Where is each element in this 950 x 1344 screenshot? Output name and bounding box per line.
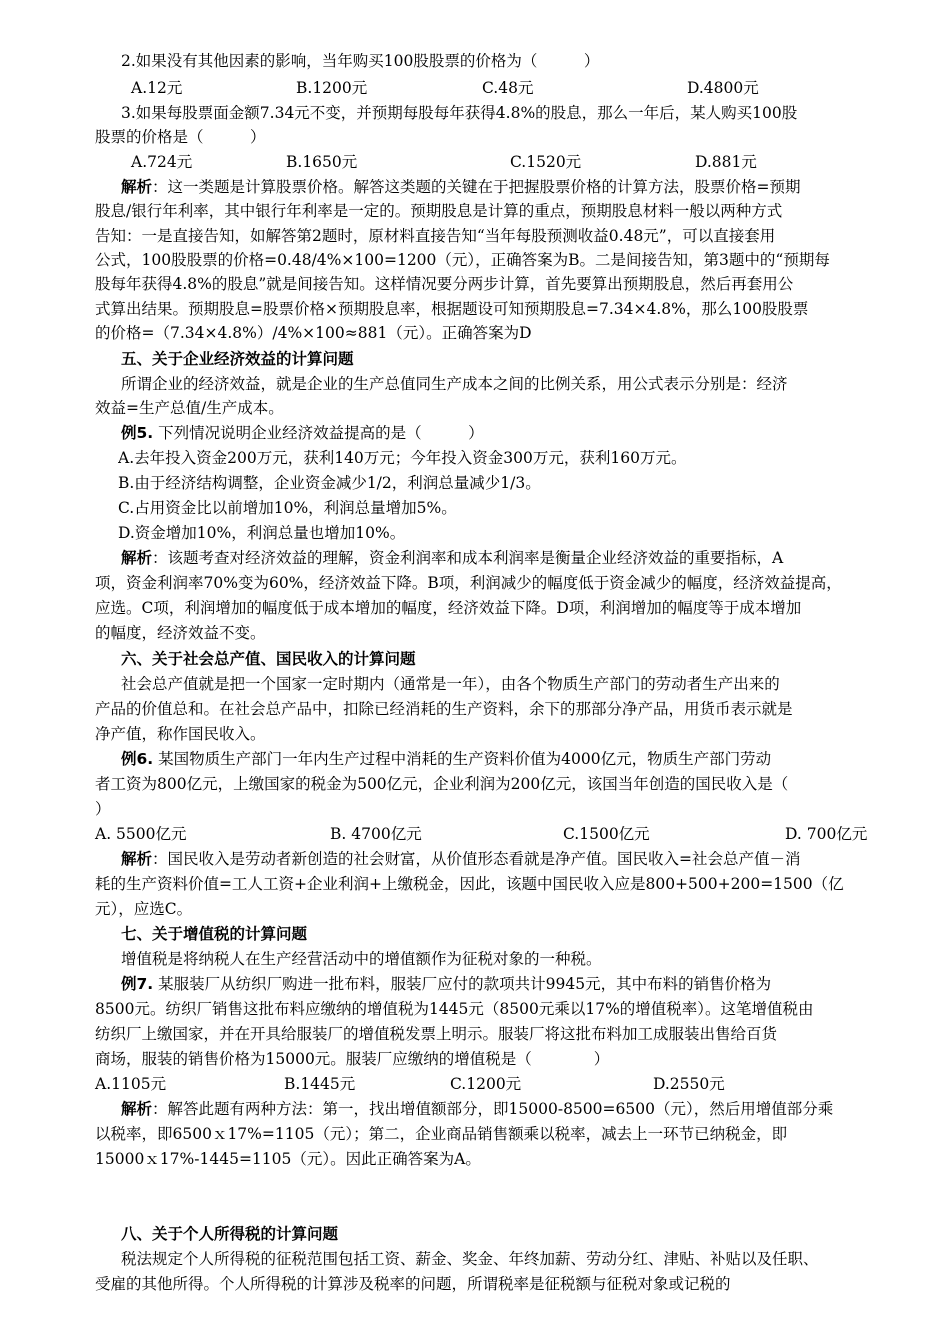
paragraph-line: 所谓企业的经济效益，就是企业的生产总值同生产成本之间的比例关系，用公式表示分别是：经济 bbox=[121, 375, 788, 393]
section-heading: 七、关于增值税的计算问题 bbox=[121, 925, 308, 943]
example-6-option-d: D. 700亿元 bbox=[785, 825, 868, 843]
section-heading: 五、关于企业经济效益的计算问题 bbox=[121, 350, 354, 368]
example-5-option: C.占用资金比以前增加10%，利润总量增加5%。 bbox=[118, 499, 457, 517]
analysis-line: 告知：一是直接告知，如解答第2题时，原材料直接告知“当年每股预测收益0.48元”，可以直接套用 bbox=[95, 227, 776, 245]
example-6-stem: 者工资为800亿元，上缴国家的税金为500亿元，企业利润为200亿元，该国当年创造的国民收入是（ bbox=[95, 775, 789, 793]
analysis-line: 公式，100股股票的价格=0.48/4%×100=1200（元），正确答案为B。二是间接告知，第3题中的“预期每 bbox=[95, 251, 830, 269]
question-3-stem-line: 股票的价格是（ ） bbox=[95, 128, 266, 146]
q3-option-a: A.724元 bbox=[131, 153, 193, 171]
paragraph-line: 社会总产值就是把一个国家一定时期内（通常是一年），由各个物质生产部门的劳动者生产出来的 bbox=[121, 675, 780, 693]
q3-option-b: B.1650元 bbox=[286, 153, 358, 171]
paragraph-line: 增值税是将纳税人在生产经营活动中的增值额作为征税对象的一种税。 bbox=[121, 950, 602, 968]
q3-option-d: D.881元 bbox=[695, 153, 757, 171]
example-6-option-a: A. 5500亿元 bbox=[95, 825, 187, 843]
question-2-stem: 2.如果没有其他因素的影响，当年购买100股股票的价格为（ ） bbox=[121, 52, 600, 70]
q2-option-b: B.1200元 bbox=[296, 79, 368, 97]
section-heading: 八、关于个人所得税的计算问题 bbox=[121, 1225, 339, 1243]
analysis-line: 应选。C项，利润增加的幅度低于成本增加的幅度，经济效益下降。D项，利润增加的幅度等于成本增加 bbox=[95, 599, 802, 617]
example-6-option-c: C.1500亿元 bbox=[563, 825, 650, 843]
question-3-stem-line: 3.如果每股票面金额7.34元不变，并预期每股每年获得4.8%的股息，那么一年后，某人购买100股 bbox=[121, 104, 798, 122]
analysis-line: 解析：该题考查对经济效益的理解，资金利润率和成本利润率是衡量企业经济效益的重要指标，A bbox=[121, 549, 784, 567]
example-7-option-c: C.1200元 bbox=[450, 1075, 522, 1093]
example-label: 例6. bbox=[121, 750, 154, 768]
analysis-line: 股每年获得4.8%的股息”就是间接告知。这样情况要分两步计算，首先要算出预期股息，然后再套用公 bbox=[95, 275, 794, 293]
analysis-line: 15000ｘ17%-1445=1105（元）。因此正确答案为A。 bbox=[95, 1150, 481, 1168]
example-6-stem: ） bbox=[95, 800, 111, 818]
paragraph-line: 产品的价值总和。在社会总产品中，扣除已经消耗的生产资料，余下的那部分净产品，用货币表示就是 bbox=[95, 700, 793, 718]
section-heading: 六、关于社会总产值、国民收入的计算问题 bbox=[121, 650, 416, 668]
example-6-option-b: B. 4700亿元 bbox=[330, 825, 422, 843]
analysis-label: 解析 bbox=[121, 1100, 153, 1118]
example-5-option: A.去年投入资金200万元，获利140万元；今年投入资金300万元，获利160万元。 bbox=[118, 449, 687, 467]
example-7-stem: 商场，服装的销售价格为15000元。服装厂应缴纳的增值税是（ ） bbox=[95, 1050, 610, 1068]
analysis-line: 元），应选C。 bbox=[95, 900, 193, 918]
analysis-line: 解析：这一类题是计算股票价格。解答这类题的关键在于把握股票价格的计算方法，股票价格=预期 bbox=[121, 178, 801, 196]
example-5-stem: 例5. 下列情况说明企业经济效益提高的是（ ） bbox=[121, 424, 484, 442]
paragraph-line: 税法规定个人所得税的征税范围包括工资、薪金、奖金、年终加薪、劳动分红、津贴、补贴以及任职、 bbox=[121, 1250, 819, 1268]
analysis-line: 解析：国民收入是劳动者新创造的社会财富，从价值形态看就是净产值。国民收入=社会总产值－消 bbox=[121, 850, 801, 868]
example-6-stem: 例6. 某国物质生产部门一年内生产过程中消耗的生产资料价值为4000亿元，物质生产部门劳动 bbox=[121, 750, 772, 768]
example-7-stem: 8500元。纺织厂销售这批布料应缴纳的增值税为1445元（8500元乘以17%的增值税率）。这笔增值税由 bbox=[95, 1000, 814, 1018]
example-5-option: D.资金增加10%，利润总量也增加10%。 bbox=[118, 524, 406, 542]
analysis-label: 解析 bbox=[121, 850, 153, 868]
analysis-line: 耗的生产资料价值=工人工资+企业利润+上缴税金，因此，该题中国民收入应是800+500+200=1500（亿 bbox=[95, 875, 844, 893]
paragraph-line: 净产值，称作国民收入。 bbox=[95, 725, 266, 743]
analysis-label: 解析 bbox=[121, 178, 153, 196]
analysis-line: 项，资金利润率70%变为60%，经济效益下降。B项，利润减少的幅度低于资金减少的幅度，经济效益提高， bbox=[95, 574, 842, 592]
analysis-line: 以税率，即6500ｘ17%=1105（元）；第二，企业商品销售额乘以税率，减去上一环节已纳税金，即 bbox=[95, 1125, 788, 1143]
example-7-option-d: D.2550元 bbox=[653, 1075, 725, 1093]
example-label: 例5. bbox=[121, 424, 154, 442]
analysis-line: 的价格=（7.34×4.8%）/4%×100≈881（元）。正确答案为D bbox=[95, 324, 532, 342]
example-7-stem: 例7. 某服装厂从纺织厂购进一批布料，服装厂应付的款项共计9945元，其中布料的销售价格为 bbox=[121, 975, 772, 993]
example-7-option-a: A.1105元 bbox=[95, 1075, 167, 1093]
example-label: 例7. bbox=[121, 975, 154, 993]
analysis-line: 式算出结果。预期股息=股票价格×预期股息率，根据题设可知预期股息=7.34×4.8%，那么100股股票 bbox=[95, 300, 809, 318]
paragraph-line: 受雇的其他所得。个人所得税的计算涉及税率的问题，所谓税率是征税额与征税对象或记税的 bbox=[95, 1275, 731, 1293]
example-7-option-b: B.1445元 bbox=[284, 1075, 356, 1093]
q2-option-c: C.48元 bbox=[482, 79, 534, 97]
example-5-option: B.由于经济结构调整，企业资金减少1/2，利润总量减少1/3。 bbox=[118, 474, 541, 492]
analysis-line: 解析：解答此题有两种方法：第一，找出增值额部分，即15000-8500=6500（元），然后用增值部分乘 bbox=[121, 1100, 834, 1118]
q2-option-d: D.4800元 bbox=[687, 79, 759, 97]
q3-option-c: C.1520元 bbox=[510, 153, 582, 171]
analysis-label: 解析 bbox=[121, 549, 153, 567]
q2-option-a: A.12元 bbox=[131, 79, 183, 97]
analysis-line: 的幅度，经济效益不变。 bbox=[95, 624, 266, 642]
paragraph-line: 效益=生产总值/生产成本。 bbox=[95, 399, 284, 417]
example-7-stem: 纺织厂上缴国家，并在开具给服装厂的增值税发票上明示。服装厂将这批布料加工成服装出售给百货 bbox=[95, 1025, 778, 1043]
analysis-line: 股息/银行年利率，其中银行年利率是一定的。预期股息是计算的重点，预期股息材料一般以两种方式 bbox=[95, 202, 783, 220]
